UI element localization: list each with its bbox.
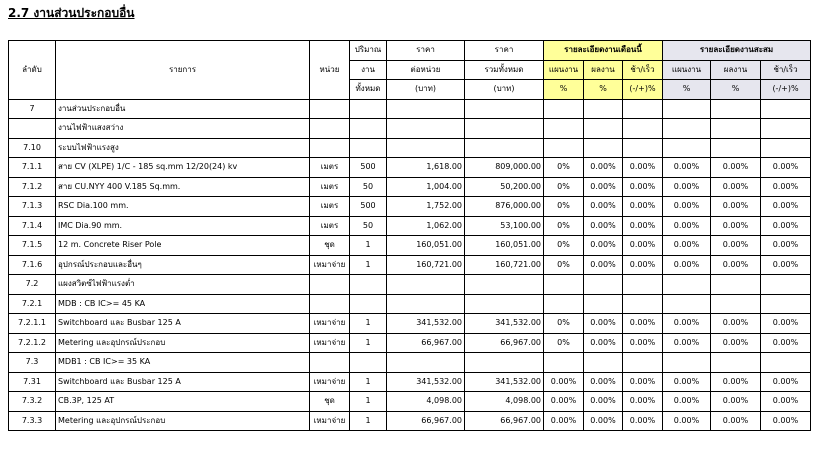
header-qty-line2: งาน — [350, 60, 387, 80]
row-number: 7.1.1 — [9, 158, 56, 178]
row-cum-plan: 0.00% — [663, 411, 711, 431]
row-number: 7.1.4 — [9, 216, 56, 236]
header-month-diff-unit: (-/+)% — [623, 80, 663, 100]
row-total: 66,967.00 — [465, 411, 544, 431]
row-month-actual — [584, 99, 623, 119]
row-item: ระบบไฟฟ้าแรงสูง — [56, 138, 310, 158]
row-cum-actual: 0.00% — [711, 372, 761, 392]
row-month-plan — [544, 119, 584, 139]
row-unit-price: 66,967.00 — [387, 333, 465, 353]
row-month-diff: 0.00% — [623, 411, 663, 431]
row-month-plan — [544, 275, 584, 295]
row-unit-price: 1,618.00 — [387, 158, 465, 178]
row-unit: เหมาจ่าย — [310, 372, 350, 392]
row-unit-price: 1,062.00 — [387, 216, 465, 236]
row-item: งานส่วนประกอบอื่น — [56, 99, 310, 119]
row-unit-price — [387, 294, 465, 314]
header-month-plan: แผนงาน — [544, 60, 584, 80]
row-unit-price — [387, 275, 465, 295]
row-month-diff: 0.00% — [623, 177, 663, 197]
row-unit: ชุด — [310, 236, 350, 256]
row-total — [465, 99, 544, 119]
header-month-actual: ผลงาน — [584, 60, 623, 80]
row-cum-actual: 0.00% — [711, 177, 761, 197]
header-cum-diff: ช้า/เร็ว — [761, 60, 811, 80]
row-cum-actual: 0.00% — [711, 411, 761, 431]
row-month-diff — [623, 353, 663, 373]
row-number: 7.2.1 — [9, 294, 56, 314]
row-unit-price — [387, 353, 465, 373]
row-month-diff: 0.00% — [623, 392, 663, 412]
row-month-diff — [623, 99, 663, 119]
row-cum-diff — [761, 119, 811, 139]
row-cum-plan: 0.00% — [663, 177, 711, 197]
row-total — [465, 353, 544, 373]
row-item: สาย CU.NYY 400 V.185 Sq.mm. — [56, 177, 310, 197]
row-item: RSC Dia.100 mm. — [56, 197, 310, 217]
row-cum-diff — [761, 99, 811, 119]
row-month-plan: 0% — [544, 314, 584, 334]
header-unit-price-line1: ราคา — [387, 41, 465, 61]
row-month-actual: 0.00% — [584, 197, 623, 217]
row-total: 4,098.00 — [465, 392, 544, 412]
row-total: 341,532.00 — [465, 314, 544, 334]
row-unit: เหมาจ่าย — [310, 411, 350, 431]
header-cum-plan-unit: % — [663, 80, 711, 100]
row-month-plan: 0% — [544, 255, 584, 275]
row-cum-diff: 0.00% — [761, 216, 811, 236]
header-month-plan-unit: % — [544, 80, 584, 100]
row-cum-plan: 0.00% — [663, 314, 711, 334]
row-cum-diff: 0.00% — [761, 392, 811, 412]
row-cum-actual — [711, 275, 761, 295]
table-row — [9, 411, 811, 431]
row-qty — [350, 275, 387, 295]
row-cum-actual: 0.00% — [711, 216, 761, 236]
row-cum-plan: 0.00% — [663, 236, 711, 256]
row-unit: เมตร — [310, 158, 350, 178]
row-unit-price: 1,004.00 — [387, 177, 465, 197]
row-unit-price: 341,532.00 — [387, 372, 465, 392]
row-total: 160,721.00 — [465, 255, 544, 275]
row-item: MDB1 : CB IC>= 35 KA — [56, 353, 310, 373]
row-qty — [350, 99, 387, 119]
row-month-actual: 0.00% — [584, 314, 623, 334]
row-month-plan: 0.00% — [544, 411, 584, 431]
row-unit: เมตร — [310, 216, 350, 236]
row-month-plan — [544, 294, 584, 314]
row-number: 7.1.5 — [9, 236, 56, 256]
row-cum-actual: 0.00% — [711, 197, 761, 217]
row-unit: เหมาจ่าย — [310, 255, 350, 275]
row-number: 7.2 — [9, 275, 56, 295]
row-number: 7.31 — [9, 372, 56, 392]
header-total-line3: (บาท) — [465, 80, 544, 100]
row-unit: เหมาจ่าย — [310, 314, 350, 334]
row-cum-diff — [761, 138, 811, 158]
row-unit-price — [387, 138, 465, 158]
row-cum-actual: 0.00% — [711, 314, 761, 334]
table-row — [9, 197, 811, 217]
row-cum-plan: 0.00% — [663, 197, 711, 217]
row-cum-diff: 0.00% — [761, 236, 811, 256]
row-total — [465, 119, 544, 139]
row-total: 50,200.00 — [465, 177, 544, 197]
row-cum-actual: 0.00% — [711, 236, 761, 256]
row-cum-plan: 0.00% — [663, 158, 711, 178]
header-this-month: รายละเอียดงานเดือนนี้ — [544, 41, 663, 61]
row-total: 809,000.00 — [465, 158, 544, 178]
row-cum-plan: 0.00% — [663, 255, 711, 275]
row-item: Metering และอุปกรณ์ประกอบ — [56, 411, 310, 431]
row-month-diff: 0.00% — [623, 236, 663, 256]
row-total: 160,051.00 — [465, 236, 544, 256]
row-cum-diff: 0.00% — [761, 372, 811, 392]
row-cum-diff: 0.00% — [761, 197, 811, 217]
header-cum-actual: ผลงาน — [711, 60, 761, 80]
row-qty: 500 — [350, 158, 387, 178]
row-unit — [310, 119, 350, 139]
row-month-plan: 0% — [544, 158, 584, 178]
table-row — [9, 236, 811, 256]
row-cum-plan — [663, 99, 711, 119]
table-row — [9, 138, 811, 158]
header-order: ลำดับ — [9, 41, 56, 100]
header-qty-line1: ปริมาณ — [350, 41, 387, 61]
row-item: อุปกรณ์ประกอบและอื่นๆ — [56, 255, 310, 275]
row-number: 7.1.2 — [9, 177, 56, 197]
row-total: 53,100.00 — [465, 216, 544, 236]
table-row — [9, 294, 811, 314]
row-unit: เหมาจ่าย — [310, 333, 350, 353]
header-cum-plan: แผนงาน — [663, 60, 711, 80]
row-cum-diff: 0.00% — [761, 314, 811, 334]
row-month-actual — [584, 275, 623, 295]
row-qty: 1 — [350, 333, 387, 353]
row-item: Switchboard และ Busbar 125 A — [56, 372, 310, 392]
row-month-diff: 0.00% — [623, 372, 663, 392]
row-month-plan: 0% — [544, 236, 584, 256]
row-month-actual — [584, 294, 623, 314]
row-number: 7.1.3 — [9, 197, 56, 217]
row-cum-diff: 0.00% — [761, 411, 811, 431]
row-month-diff: 0.00% — [623, 197, 663, 217]
row-qty — [350, 138, 387, 158]
row-cum-plan: 0.00% — [663, 372, 711, 392]
row-item: แผงสวิตซ์ไฟฟ้าแรงต่ำ — [56, 275, 310, 295]
header-cum-actual-unit: % — [711, 80, 761, 100]
row-month-plan: 0% — [544, 177, 584, 197]
row-cum-plan — [663, 353, 711, 373]
row-unit-price — [387, 119, 465, 139]
row-item: Switchboard และ Busbar 125 A — [56, 314, 310, 334]
row-month-plan — [544, 99, 584, 119]
row-month-actual: 0.00% — [584, 411, 623, 431]
row-cum-diff: 0.00% — [761, 158, 811, 178]
row-qty: 50 — [350, 177, 387, 197]
row-number: 7.3.2 — [9, 392, 56, 412]
row-month-diff: 0.00% — [623, 216, 663, 236]
row-item: งานไฟฟ้าแสงสว่าง — [56, 119, 310, 139]
table-row — [9, 99, 811, 119]
header-cumulative: รายละเอียดงานสะสม — [663, 41, 811, 61]
work-progress-table — [8, 40, 811, 431]
page-title: 2.7 งานส่วนประกอบอื่น — [8, 6, 135, 20]
row-cum-actual — [711, 119, 761, 139]
row-month-actual: 0.00% — [584, 177, 623, 197]
row-month-diff — [623, 294, 663, 314]
row-total: 66,967.00 — [465, 333, 544, 353]
row-cum-plan: 0.00% — [663, 216, 711, 236]
row-month-actual: 0.00% — [584, 255, 623, 275]
row-total — [465, 294, 544, 314]
row-unit — [310, 99, 350, 119]
row-month-diff: 0.00% — [623, 255, 663, 275]
table-row — [9, 392, 811, 412]
row-cum-actual: 0.00% — [711, 333, 761, 353]
header-item: รายการ — [56, 41, 310, 100]
row-unit-price: 1,752.00 — [387, 197, 465, 217]
row-number: 7 — [9, 99, 56, 119]
row-month-plan: 0% — [544, 216, 584, 236]
row-qty: 1 — [350, 411, 387, 431]
row-cum-actual: 0.00% — [711, 392, 761, 412]
row-month-diff — [623, 138, 663, 158]
row-item: IMC Dia.90 mm. — [56, 216, 310, 236]
row-cum-plan: 0.00% — [663, 333, 711, 353]
row-cum-actual — [711, 138, 761, 158]
row-qty: 1 — [350, 392, 387, 412]
row-month-actual: 0.00% — [584, 236, 623, 256]
row-month-actual: 0.00% — [584, 158, 623, 178]
row-unit — [310, 275, 350, 295]
row-cum-plan — [663, 138, 711, 158]
header-month-actual-unit: % — [584, 80, 623, 100]
row-month-diff: 0.00% — [623, 158, 663, 178]
row-qty: 1 — [350, 372, 387, 392]
row-month-actual: 0.00% — [584, 333, 623, 353]
row-month-diff: 0.00% — [623, 333, 663, 353]
row-cum-actual: 0.00% — [711, 255, 761, 275]
row-cum-actual — [711, 353, 761, 373]
header-unit: หน่วย — [310, 41, 350, 100]
table-row — [9, 333, 811, 353]
row-item: Metering และอุปกรณ์ประกอบ — [56, 333, 310, 353]
table-row — [9, 372, 811, 392]
row-month-actual — [584, 353, 623, 373]
row-qty — [350, 119, 387, 139]
row-unit-price — [387, 99, 465, 119]
row-month-actual: 0.00% — [584, 392, 623, 412]
row-cum-plan — [663, 294, 711, 314]
row-unit: เมตร — [310, 177, 350, 197]
row-cum-plan — [663, 119, 711, 139]
row-item: MDB : CB IC>= 45 KA — [56, 294, 310, 314]
row-cum-plan — [663, 275, 711, 295]
header-cum-diff-unit: (-/+)% — [761, 80, 811, 100]
row-number: 7.3.3 — [9, 411, 56, 431]
header-unit-price-line3: (บาท) — [387, 80, 465, 100]
row-month-actual — [584, 138, 623, 158]
row-cum-diff — [761, 353, 811, 373]
row-unit: เมตร — [310, 197, 350, 217]
table-row — [9, 177, 811, 197]
row-cum-plan: 0.00% — [663, 392, 711, 412]
row-month-diff — [623, 119, 663, 139]
row-item: 12 m. Concrete Riser Pole — [56, 236, 310, 256]
row-cum-actual — [711, 99, 761, 119]
table-row — [9, 158, 811, 178]
row-cum-diff: 0.00% — [761, 255, 811, 275]
table-row — [9, 119, 811, 139]
row-unit-price: 160,051.00 — [387, 236, 465, 256]
row-month-plan — [544, 138, 584, 158]
table-row — [9, 353, 811, 373]
row-item: CB.3P, 125 AT — [56, 392, 310, 412]
row-number — [9, 119, 56, 139]
row-month-plan: 0.00% — [544, 372, 584, 392]
row-cum-actual: 0.00% — [711, 158, 761, 178]
row-unit — [310, 353, 350, 373]
table-row — [9, 275, 811, 295]
row-cum-diff: 0.00% — [761, 177, 811, 197]
table-row — [9, 314, 811, 334]
row-cum-actual — [711, 294, 761, 314]
row-cum-diff — [761, 275, 811, 295]
row-qty: 500 — [350, 197, 387, 217]
row-qty: 1 — [350, 236, 387, 256]
row-cum-diff — [761, 294, 811, 314]
row-month-actual: 0.00% — [584, 216, 623, 236]
row-number: 7.2.1.2 — [9, 333, 56, 353]
header-total-line2: รวมทั้งหมด — [465, 60, 544, 80]
row-qty: 1 — [350, 314, 387, 334]
row-total: 341,532.00 — [465, 372, 544, 392]
row-unit — [310, 138, 350, 158]
table-row — [9, 216, 811, 236]
row-total: 876,000.00 — [465, 197, 544, 217]
row-month-plan — [544, 353, 584, 373]
row-month-diff — [623, 275, 663, 295]
table-body — [9, 99, 811, 431]
row-month-plan: 0% — [544, 197, 584, 217]
row-number: 7.10 — [9, 138, 56, 158]
header-qty-line3: ทั้งหมด — [350, 80, 387, 100]
row-number: 7.2.1.1 — [9, 314, 56, 334]
row-month-diff: 0.00% — [623, 314, 663, 334]
row-unit-price: 4,098.00 — [387, 392, 465, 412]
row-number: 7.3 — [9, 353, 56, 373]
row-item: สาย CV (XLPE) 1/C - 185 sq.mm 12/20(24) kv — [56, 158, 310, 178]
header-total-line1: ราคา — [465, 41, 544, 61]
row-unit — [310, 294, 350, 314]
row-month-actual — [584, 119, 623, 139]
row-qty — [350, 294, 387, 314]
header-unit-price-line2: ต่อหน่วย — [387, 60, 465, 80]
row-unit-price: 160,721.00 — [387, 255, 465, 275]
row-qty: 50 — [350, 216, 387, 236]
row-number: 7.1.6 — [9, 255, 56, 275]
row-qty — [350, 353, 387, 373]
row-month-plan: 0.00% — [544, 392, 584, 412]
row-cum-diff: 0.00% — [761, 333, 811, 353]
row-month-actual: 0.00% — [584, 372, 623, 392]
row-unit-price: 66,967.00 — [387, 411, 465, 431]
row-qty: 1 — [350, 255, 387, 275]
header-row-1 — [9, 41, 811, 61]
row-unit-price: 341,532.00 — [387, 314, 465, 334]
row-month-plan: 0% — [544, 333, 584, 353]
header-month-diff: ช้า/เร็ว — [623, 60, 663, 80]
row-unit: ชุด — [310, 392, 350, 412]
table-row — [9, 255, 811, 275]
row-total — [465, 138, 544, 158]
row-total — [465, 275, 544, 295]
